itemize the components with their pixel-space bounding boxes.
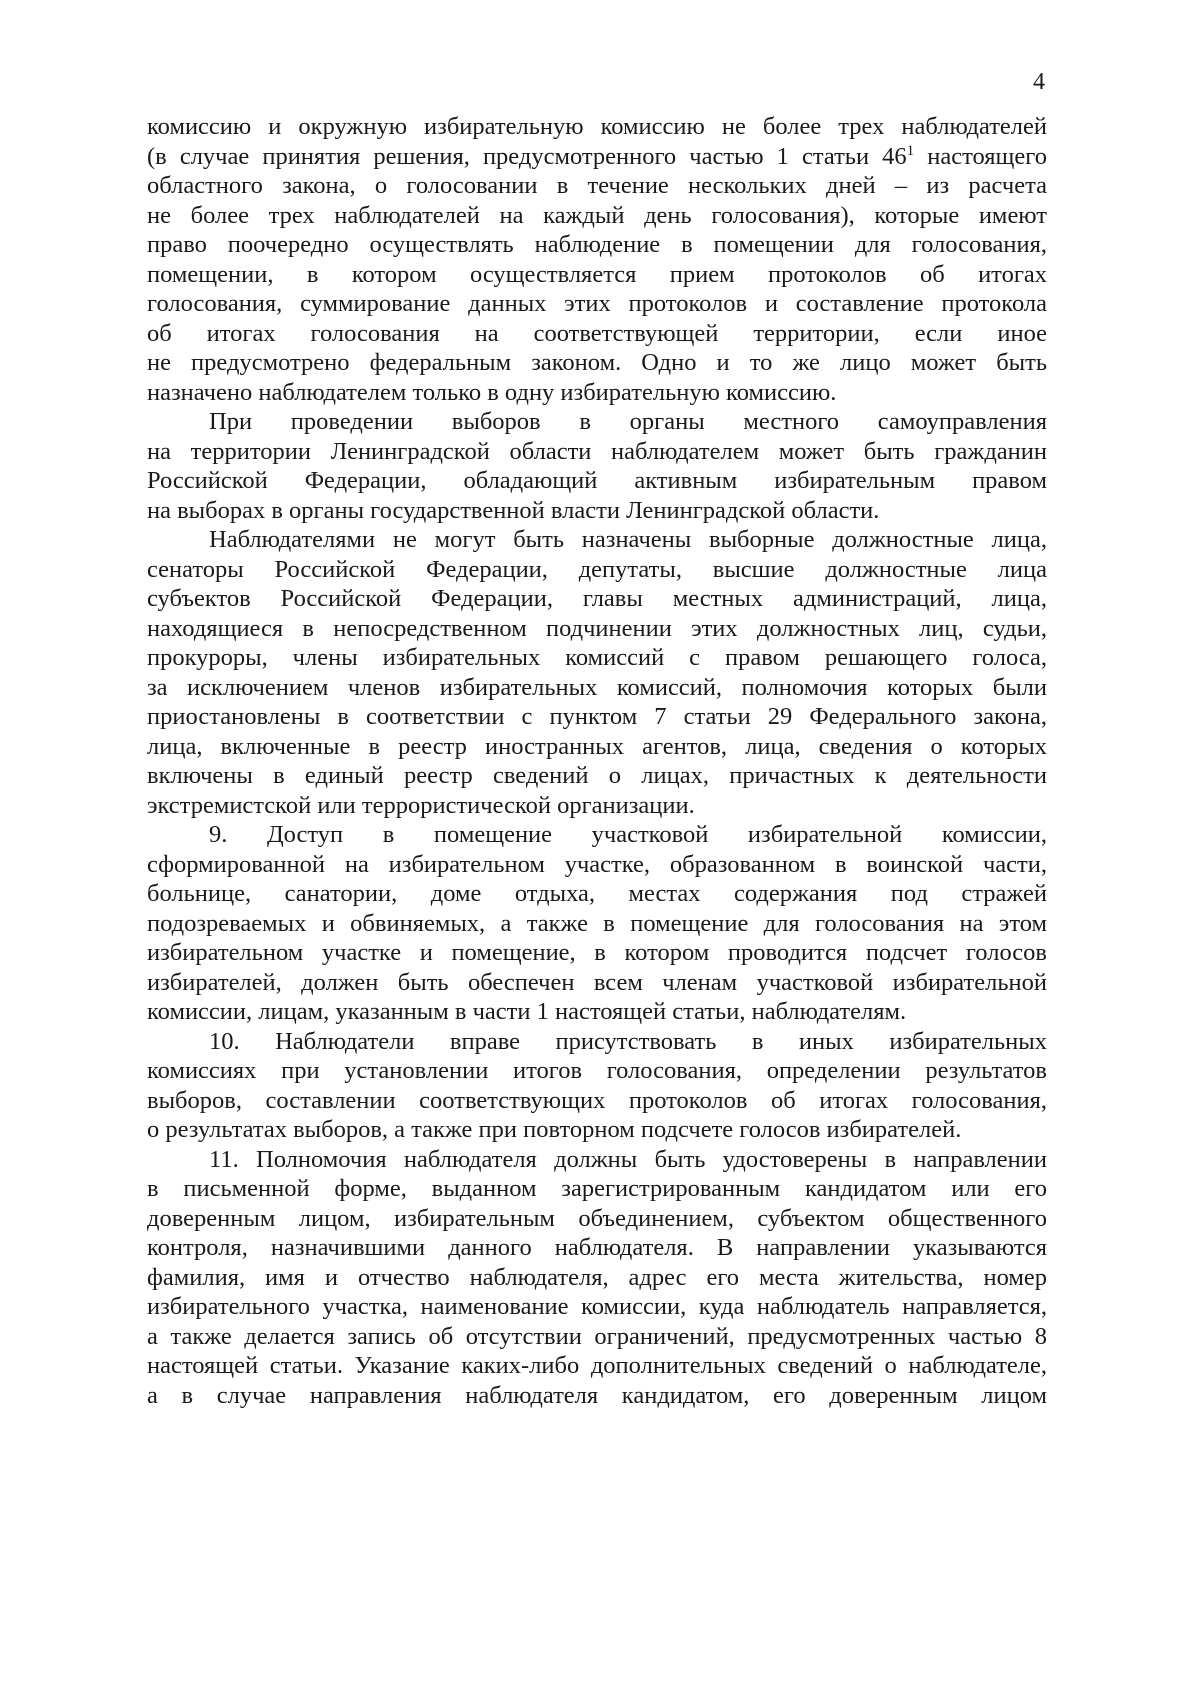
text-line: а в случае направления наблюдателя кандидатом, его доверенным лицом	[147, 1381, 1047, 1409]
text-line: прокуроры, члены избирательных комиссий с правом решающего голоса,	[147, 644, 1047, 671]
text-line: субъектов Российской Федерации, главы местных администраций, лица,	[147, 585, 1047, 612]
text-line: об итогах голосования на соответствующей территории, если иное	[147, 319, 1047, 347]
text-line: комиссии, лицам, указанным в части 1 настоящей статьи, наблюдателям.	[147, 998, 907, 1025]
document-body	[147, 112, 1047, 1410]
text-line: а также делается запись об отсутствии ограничений, предусмотренных частью 8	[147, 1322, 1047, 1350]
paragraph	[147, 407, 1047, 525]
text-line: областного закона, о голосовании в течение нескольких дней – из расчета	[147, 172, 1047, 199]
text-line: за исключением членов избирательных комиссий, полномочия которых были	[147, 673, 1047, 701]
text-line: в письменной форме, выданном зарегистрированным кандидатом или его	[147, 1175, 1047, 1202]
text-line: лица, включенные в реестр иностранных агентов, лица, сведения о которых	[147, 732, 1047, 760]
paragraph	[147, 1027, 1047, 1145]
text-line: больнице, санатории, доме отдыха, местах содержания под стражей	[147, 880, 1047, 907]
text-line: находящиеся в непосредственном подчинении этих должностных лиц, судьи,	[147, 614, 1047, 642]
text-line: 11. Полномочия наблюдателя должны быть удостоверены в направлении	[209, 1145, 1047, 1173]
superscript: 1	[906, 142, 915, 159]
text-line: избирателей, должен быть обеспечен всем членам участковой избирательной	[147, 968, 1047, 996]
text-line: включены в единый реестр сведений о лицах, причастных к деятельности	[147, 762, 1047, 789]
text-line: сформированной на избирательном участке, образованном в воинской части,	[147, 850, 1047, 878]
text-line: Наблюдателями не могут быть назначены выборные должностные лица,	[209, 526, 1047, 553]
text-line: 9. Доступ в помещение участковой избирательной комиссии,	[209, 821, 1047, 848]
text-line: о результатах выборов, а также при повторном подсчете голосов избирателей.	[147, 1116, 962, 1143]
paragraph	[147, 112, 1047, 407]
text-line: на выборах в органы государственной власти Ленинградской области.	[147, 496, 880, 524]
text-line-tail: настоящего	[914, 142, 1047, 170]
text-line: настоящей статьи. Указание каких-либо дополнительных сведений о наблюдателе,	[147, 1352, 1047, 1379]
text-line: приостановлены в соответствии с пунктом 7 статьи 29 Федерального закона,	[147, 703, 1047, 730]
text-line: сенаторы Российской Федерации, депутаты, высшие должностные лица	[147, 555, 1047, 583]
text-line: помещении, в котором осуществляется прием протоколов об итогах	[147, 260, 1047, 288]
text-line: комиссиях при установлении итогов голосования, определении результатов	[147, 1057, 1047, 1084]
text-line: комиссию и окружную избирательную комиссию не более трех наблюдателей	[147, 113, 1047, 140]
text-line: назначено наблюдателем только в одну избирательную комиссию.	[147, 378, 837, 406]
text-line: не предусмотрено федеральным законом. Одно и то же лицо может быть	[147, 349, 1047, 376]
text-line: избирательном участке и помещение, в котором проводится подсчет голосов	[147, 939, 1047, 966]
text-line: (в случае принятия решения, предусмотренного частью 1 статьи $46^1$ настоящего	[147, 142, 1047, 170]
text-line: контроля, назначившими данного наблюдателя. В направлении указываются	[147, 1234, 1047, 1261]
text-line: подозреваемых и обвиняемых, а также в помещение для голосования на этом	[147, 909, 1047, 937]
text-line: не более трех наблюдателей на каждый день голосования), которые имеют	[147, 201, 1047, 229]
paragraph	[147, 1145, 1047, 1411]
text-line: на территории Ленинградской области наблюдателем может быть гражданин	[147, 437, 1047, 465]
page-number: 4	[1033, 69, 1045, 95]
text-line: голосования, суммирование данных этих протоколов и составление протокола	[147, 290, 1047, 317]
text-line: При проведении выборов в органы местного самоуправления	[209, 408, 1047, 435]
text-line: выборов, составлении соответствующих протоколов об итогах голосования,	[147, 1086, 1047, 1114]
paragraph	[147, 820, 1047, 1027]
text-line: право поочередно осуществлять наблюдение в помещении для голосования,	[147, 231, 1047, 258]
paragraph	[147, 525, 1047, 820]
text-line: 10. Наблюдатели вправе присутствовать в иных избирательных	[209, 1027, 1047, 1055]
text-line: избирательного участка, наименование комиссии, куда наблюдатель направляется,	[147, 1293, 1047, 1320]
text-line: фамилия, имя и отчество наблюдателя, адрес его места жительства, номер	[147, 1263, 1047, 1291]
text-line: Российской Федерации, обладающий активным избирательным правом	[147, 467, 1047, 494]
text-line: экстремистской или террористической организации.	[147, 791, 695, 819]
text-line: доверенным лицом, избирательным объединением, субъектом общественного	[147, 1204, 1047, 1232]
